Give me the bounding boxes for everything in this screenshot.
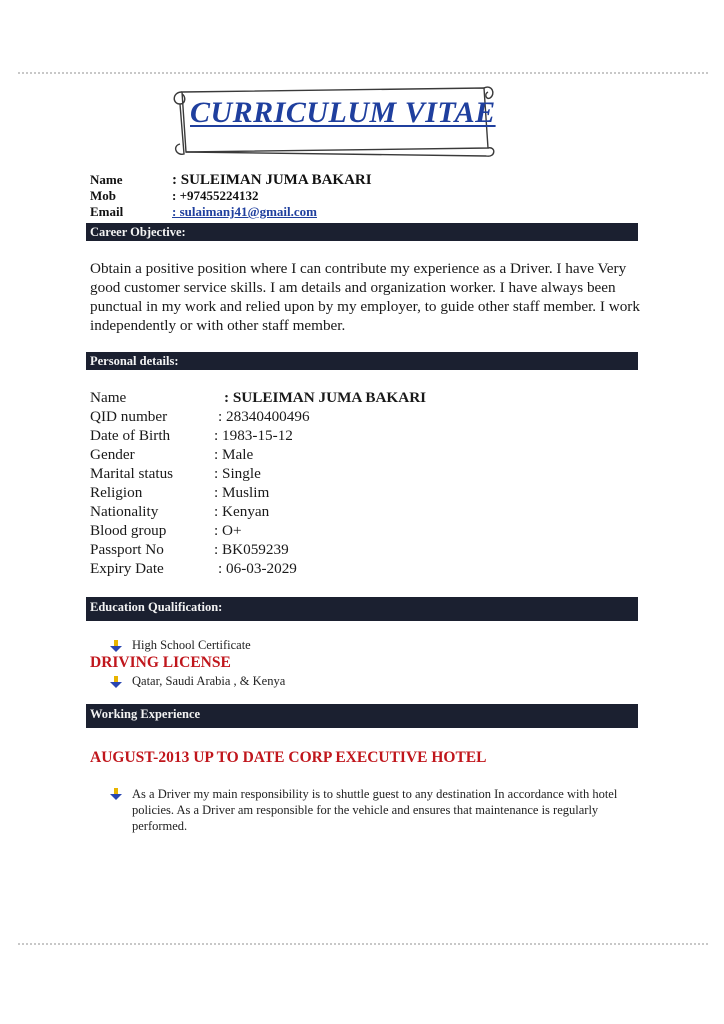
section-bar-working: Working Experience: [86, 704, 638, 728]
job-title-heading: AUGUST-2013 UP TO DATE CORP EXECUTIVE HOTEL: [90, 749, 487, 766]
personal-value: : SULEIMAN JUMA BAKARI: [224, 389, 427, 406]
header-email-link[interactable]: : sulaimanj41@gmail.com: [172, 204, 317, 219]
personal-value: : O+: [214, 522, 242, 539]
personal-label: Gender: [90, 446, 135, 463]
education-item-text: High School Certificate: [132, 638, 251, 652]
down-arrow-icon: [110, 788, 122, 800]
personal-value: : BK059239: [214, 541, 289, 558]
personal-label: Marital status: [90, 465, 174, 482]
personal-row-expiry: [90, 559, 426, 578]
personal-value: : Single: [214, 465, 261, 482]
bottom-dotted-rule: [18, 943, 708, 945]
personal-row-name: [90, 388, 426, 407]
header-info: [90, 172, 372, 220]
header-mob-row: [90, 188, 372, 204]
personal-label: Blood group: [90, 522, 167, 539]
personal-row-passport: [90, 540, 426, 559]
cv-title: CURRICULUM VITAE: [190, 96, 496, 129]
title-scroll-banner: [166, 82, 496, 160]
down-arrow-icon: [110, 640, 122, 652]
personal-value: : 06-03-2029: [218, 560, 297, 577]
personal-label: Nationality: [90, 503, 159, 520]
down-arrow-icon: [110, 676, 122, 688]
personal-value: : Kenyan: [214, 503, 270, 520]
section-bar-education: Education Qualification:: [86, 597, 638, 621]
header-name-label: Name: [90, 172, 123, 187]
work-description-text: As a Driver my main responsibility is to shuttle guest to any destination In accordance with hotel policies. As a Driver am responsible for the vehicle and ensures that maintenance is regularly performed.: [132, 787, 618, 833]
personal-row-religion: [90, 483, 426, 502]
personal-details-list: [90, 388, 426, 578]
personal-value: : 28340400496: [218, 408, 310, 425]
header-email-label: Email: [90, 204, 124, 219]
driving-license-heading: DRIVING LICENSE: [90, 654, 231, 671]
section-bar-career: Career Objective:: [86, 223, 638, 241]
personal-row-nationality: [90, 502, 426, 521]
section-bar-personal: Personal details:: [86, 352, 638, 370]
education-item: [110, 638, 251, 653]
personal-row-qid: [90, 407, 426, 426]
personal-label: Expiry Date: [90, 560, 164, 577]
work-description-item: [110, 786, 630, 834]
top-dotted-rule: [18, 72, 708, 74]
personal-label: QID number: [90, 408, 168, 425]
personal-label: Passport No: [90, 541, 164, 558]
career-objective-text: Obtain a positive position where I can contribute my experience as a Driver. I have Very good customer service skills. I am details and organization worker. I have always been punctual in my work and relied upon by my employer, to guide other staff member. I work independently or with other staff member.: [90, 260, 640, 334]
personal-value: : Muslim: [214, 484, 270, 501]
personal-label: Date of Birth: [90, 427, 171, 444]
header-email-row: [90, 204, 372, 220]
header-mob-value: : +97455224132: [172, 188, 259, 203]
header-mob-label: Mob: [90, 188, 116, 203]
personal-row-blood: [90, 521, 426, 540]
personal-value: : Male: [214, 446, 254, 463]
personal-value: : 1983-15-12: [214, 427, 293, 444]
personal-row-marital: [90, 464, 426, 483]
personal-row-gender: [90, 445, 426, 464]
personal-label: Religion: [90, 484, 143, 501]
license-countries-text: Qatar, Saudi Arabia , & Kenya: [132, 674, 286, 688]
personal-row-dob: [90, 426, 426, 445]
personal-label: Name: [90, 389, 127, 406]
license-countries-item: [110, 674, 285, 689]
header-name-value: : SULEIMAN JUMA BAKARI: [172, 172, 372, 188]
header-name-row: [90, 172, 372, 188]
